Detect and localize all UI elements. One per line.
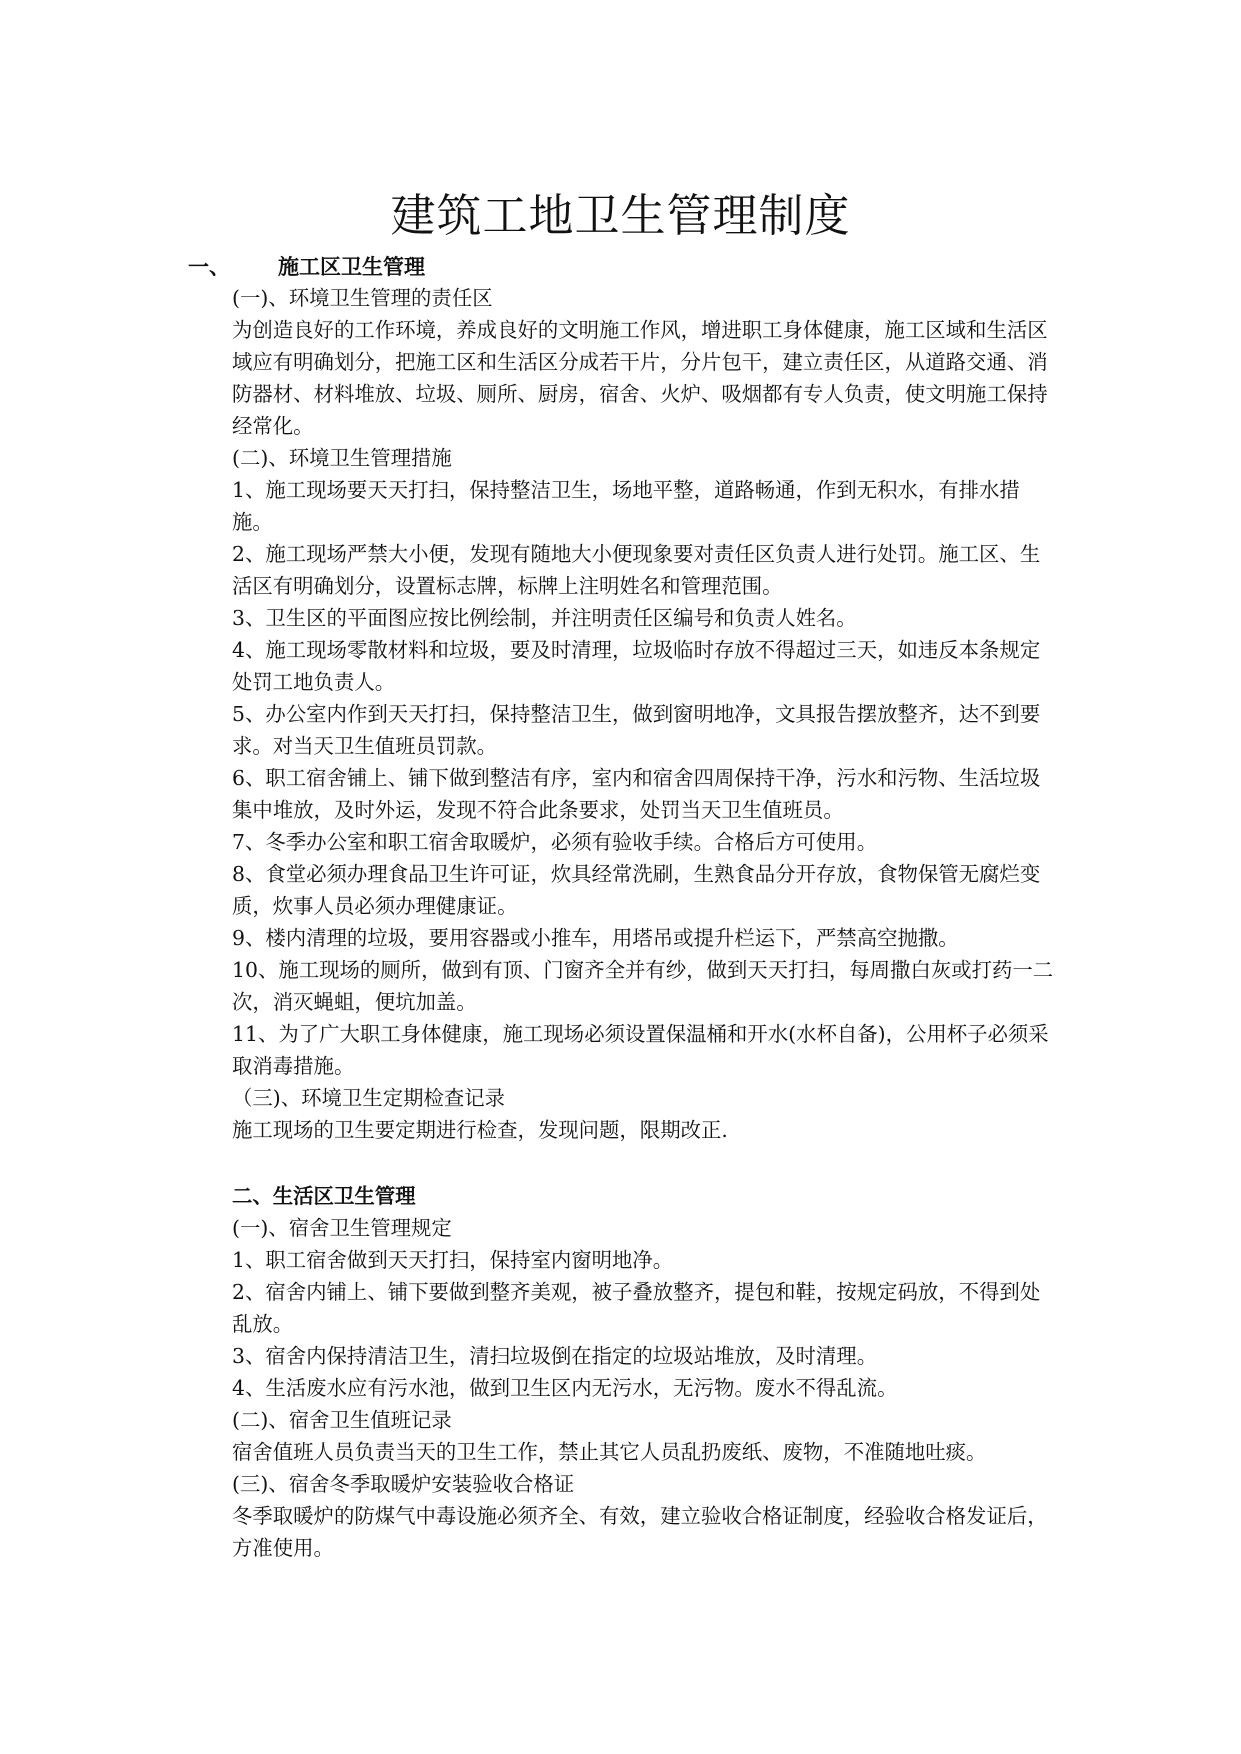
section2-sub2-paragraph: 宿舍值班人员负责当天的卫生工作，禁止其它人员乱扔废纸、废物，不准随地吐痰。: [232, 1440, 987, 1464]
list-item: 8、食堂必须办理食品卫生许可证，炊具经常洗刷，生熟食品分开存放，食物保管无腐烂变质，炊事人员必须办理健康证。: [232, 862, 1041, 918]
section2-sub3-heading: (三)、宿舍冬季取暖炉安装验收合格证: [232, 1472, 575, 1496]
list-item: 2、宿舍内铺上、铺下要做到整齐美观，被子叠放整齐，提包和鞋，按规定码放，不得到处乱放。: [232, 1280, 1041, 1336]
list-item: 10、施工现场的厕所，做到有顶、门窗齐全并有纱，做到天天打扫，每周撒白灰或打药一二次，消灭蝇蛆，便坑加盖。: [232, 958, 1054, 1014]
section1-heading: [188, 252, 425, 282]
list-item: 4、生活废水应有污水池，做到卫生区内无污水，无污物。废水不得乱流。: [232, 1376, 898, 1400]
section-spacer: [232, 1146, 1055, 1180]
section1-sub2-heading: (二)、环境卫生管理措施: [232, 446, 452, 470]
section1-sub3-paragraph: 施工现场的卫生要定期进行检查，发现问题，限期改正.: [232, 1118, 728, 1142]
section2-heading: 二、生活区卫生管理: [232, 1184, 416, 1208]
list-item: 1、施工现场要天天打扫，保持整洁卫生，场地平整，道路畅通，作到无积水，有排水措施。: [232, 478, 1020, 534]
section1-sub1-paragraph: 为创造良好的工作环境，养成良好的文明施工作风，增进职工身体健康，施工区域和生活区域应有明确划分，把施工区和生活区分成若干片，分片包干，建立责任区，从道路交通、消防器材、材料堆放、垃圾、厕所、厨房，宿舍、火炉、吸烟都有专人负责，使文明施工保持经常化。: [232, 318, 1048, 438]
document-title: 建筑工地卫生管理制度: [390, 189, 851, 242]
section1-title: 施工区卫生管理: [278, 255, 425, 279]
list-item: 7、冬季办公室和职工宿舍取暖炉，必须有验收手续。合格后方可使用。: [232, 830, 878, 854]
section2-sub1-heading: (一)、宿舍卫生管理规定: [232, 1216, 452, 1240]
list-item: 6、职工宿舍铺上、铺下做到整洁有序，室内和宿舍四周保持干净，污水和污物、生活垃圾集中堆放，及时外运，发现不符合此条要求，处罚当天卫生值班员。: [232, 766, 1041, 822]
section1-number: 一、: [188, 255, 230, 279]
list-item: 2、施工现场严禁大小便，发现有随地大小便现象要对责任区负责人进行处罚。施工区、生活区有明确划分，设置标志牌，标牌上注明姓名和管理范围。: [232, 542, 1041, 598]
section2-sub3-paragraph: 冬季取暖炉的防煤气中毒设施必须齐全、有效，建立验收合格证制度，经验收合格发证后，方准使用。: [232, 1504, 1048, 1560]
list-item: 9、楼内清理的垃圾，要用容器或小推车，用塔吊或提升栏运下，严禁高空抛撒。: [232, 926, 959, 950]
list-item: 5、办公室内作到天天打扫，保持整洁卫生，做到窗明地净，文具报告摆放整齐，达不到要求。对当天卫生值班员罚款。: [232, 702, 1041, 758]
list-item: 3、宿舍内保持清洁卫生，清扫垃圾倒在指定的垃圾站堆放，及时清理。: [232, 1344, 878, 1368]
section1-sub3-heading: （三)、环境卫生定期检查记录: [232, 1086, 506, 1110]
list-item: 4、施工现场零散材料和垃圾，要及时清理，垃圾临时存放不得超过三天，如违反本条规定处罚工地负责人。: [232, 638, 1041, 694]
section1-sub1-heading: (一)、环境卫生管理的责任区: [232, 286, 493, 310]
list-item: 3、卫生区的平面图应按比例绘制，并注明责任区编号和负责人姓名。: [232, 606, 857, 630]
list-item: 1、职工宿舍做到天天打扫，保持室内窗明地净。: [232, 1248, 674, 1272]
list-item: 11、为了广大职工身体健康，施工现场必须设置保温桶和开水(水杯自备)，公用杯子必须采取消毒措施。: [232, 1022, 1049, 1078]
document-body: [232, 282, 1055, 1564]
section2-sub2-heading: (二)、宿舍卫生值班记录: [232, 1408, 452, 1432]
